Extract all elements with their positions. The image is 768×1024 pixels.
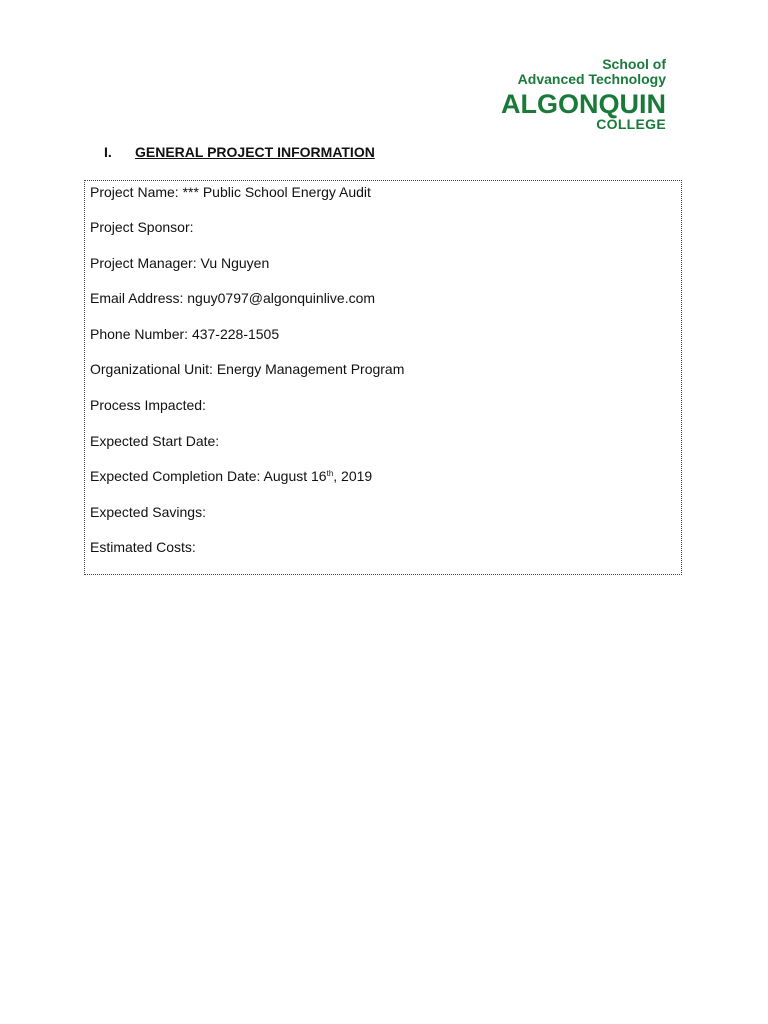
project-info-box [84,180,682,575]
field-phone: Phone Number: 437-228-1505 [90,326,280,342]
algonquin-college-logo [486,57,666,131]
section-heading [104,144,375,160]
field-estimated-costs: Estimated Costs: [90,539,196,555]
completion-date-text: Expected Completion Date: August 16 [90,468,327,484]
logo-college: COLLEGE [596,116,666,132]
section-number: I. [104,144,112,160]
field-project-sponsor: Project Sponsor: [90,219,194,235]
field-completion-date [90,467,372,485]
field-org-unit: Organizational Unit: Energy Management Program [90,361,405,377]
field-project-name: Project Name: *** Public School Energy Audit [90,184,371,200]
section-title: GENERAL PROJECT INFORMATION [135,144,375,160]
field-expected-savings: Expected Savings: [90,504,206,520]
logo-wordmark: ALGONQUIN [501,89,666,119]
completion-date-suffix: th [326,469,334,478]
logo-advanced-technology: Advanced Technology [517,71,666,87]
field-process-impacted: Process Impacted: [90,397,206,413]
completion-date-year: , 2019 [333,468,373,484]
logo-school-of: School of [602,56,666,72]
field-project-manager: Project Manager: Vu Nguyen [90,255,270,271]
field-start-date: Expected Start Date: [90,433,220,449]
field-email: Email Address: nguy0797@algonquinlive.com [90,290,376,306]
